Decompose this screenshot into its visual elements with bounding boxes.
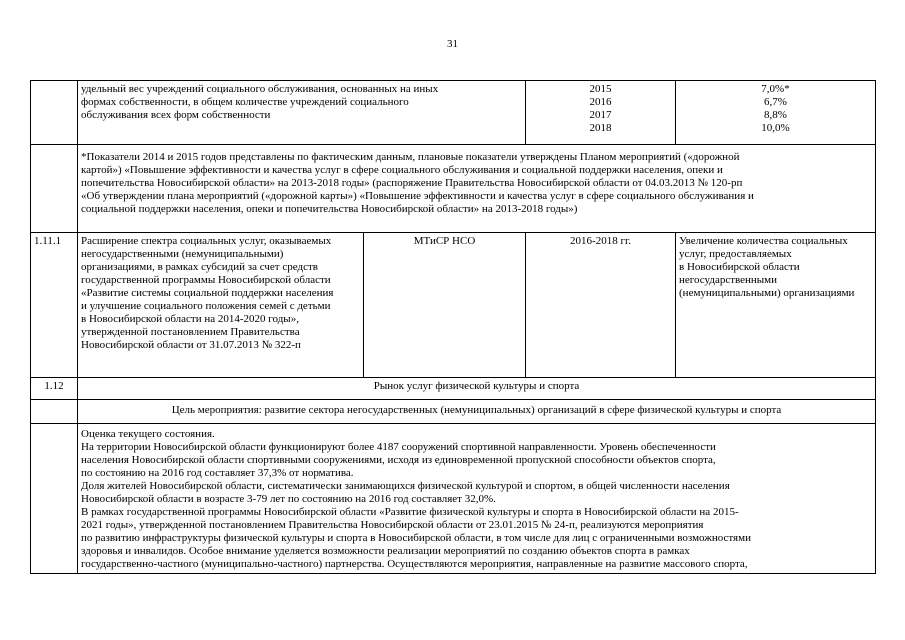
assessment-line: В рамках государственной программы Новосибирской области «Развитие физической культуры и спорта в Новосибирской области на 2015- <box>81 506 739 518</box>
result-line: Увеличение количества социальных <box>679 235 848 247</box>
share-indicator-text <box>78 81 526 145</box>
assessment-line: 2021 годы», утвержденной постановлением Правительства Новосибирской области от 23.01.2015 № 24-п, реализуются мероприятия <box>81 519 704 531</box>
value: 7,0%* <box>761 83 790 95</box>
table-row-assessment <box>31 424 876 574</box>
value: 6,7% <box>764 96 787 108</box>
year: 2015 <box>589 83 612 95</box>
text-line: обслуживания всех форм собственности <box>81 109 271 121</box>
text-line: формах собственности, в общем количестве учреждений социального <box>81 96 409 108</box>
assessment-line: На территории Новосибирской области функционируют более 4187 сооружений спортивной направленности. Уровень обеспеченности <box>81 441 716 453</box>
assessment-line: по развитию инфраструктуры физической культуры и спорта в Новосибирской области, в том числе для лиц с ограниченными возможностями <box>81 532 751 544</box>
year: 2016 <box>589 96 612 108</box>
text-line: удельный вес учреждений социального обслуживания, основанных на иных <box>81 83 439 95</box>
footnote-cell <box>78 145 876 233</box>
page-number: 31 <box>447 38 458 50</box>
footnote-line: социальной поддержки населения, опеки и попечительства Новосибирской области» на 2013-2018 годы») <box>81 203 578 215</box>
table-row-1-11-1 <box>31 233 876 378</box>
assessment-line: по состоянию на 2016 год составляет 37,3% от норматива. <box>81 467 354 479</box>
description-line: государственной программы Новосибирской области <box>81 274 331 286</box>
description-line: Расширение спектра социальных услуг, оказываемых <box>81 235 332 247</box>
assessment-line: Новосибирской области в возрасте 3-79 лет по состоянию на 2016 год составляет 32,0%. <box>81 493 496 505</box>
description-line: организациями, в рамках субсидий за счет средств <box>81 261 318 273</box>
assessment-cell <box>78 424 876 574</box>
year: 2017 <box>589 109 612 121</box>
result-line: негосударственными <box>679 274 778 286</box>
table-row-1-12 <box>31 378 876 400</box>
result-line: (немуниципальными) организациями <box>679 287 855 299</box>
values-cell <box>676 81 876 145</box>
assessment-line: населения Новосибирской области спортивными сооружениями, исходя из единовременной пропускной способности объектов спорта, <box>81 454 716 466</box>
value: 10,0% <box>761 122 790 134</box>
value: 8,8% <box>764 109 787 121</box>
section-title: Рынок услуг физической культуры и спорта <box>78 378 876 400</box>
row-number-empty <box>31 424 78 574</box>
description-line: «Развитие системы социальной поддержки населения <box>81 287 334 299</box>
footnote-line: *Показатели 2014 и 2015 годов представлены по фактическим данным, плановые показатели утверждены Планом мероприятий («дорожной <box>81 151 740 163</box>
footnote-line: попечительства Новосибирской области» на 2013-2018 годы» (распоряжение Правительства Новосибирской области от 04.03.2013 № 120-рп <box>81 177 743 189</box>
description-line: негосударственными (немуниципальными) <box>81 248 284 260</box>
footnote-line: картой») «Повышение эффективности и качества услуг в сфере социального обслуживания и социальной поддержки населения, опеки и <box>81 164 723 176</box>
measure-description <box>78 233 364 378</box>
period-cell: 2016-2018 гг. <box>526 233 676 378</box>
table-row-footnote <box>31 145 876 233</box>
years-cell <box>526 81 676 145</box>
document-table <box>30 80 876 574</box>
executor-cell: МТиСР НСО <box>364 233 526 378</box>
result-line: услуг, предоставляемых <box>679 248 792 260</box>
result-line: в Новосибирской области <box>679 261 800 273</box>
assessment-line: Доля жителей Новосибирской области, систематически занимающихся физической культурой и спортом, в общей численности населения <box>81 480 730 492</box>
goal-cell: Цель мероприятия: развитие сектора негосударственных (немуниципальных) организаций в сфере физической культуры и спорта <box>78 400 876 424</box>
row-number-empty <box>31 81 78 145</box>
description-line: и улучшение социального положения семей с детьми <box>81 300 331 312</box>
footnote-line: «Об утверждении плана мероприятий («дорожной карты») «Повышение эффективности и качества услуг в сфере социального обслуживания и <box>81 190 754 202</box>
assessment-line: здоровья и инвалидов. Особое внимание уделяется возможности реализации мероприятий по созданию объектов спорта в рамках <box>81 545 690 557</box>
row-number-empty <box>31 400 78 424</box>
row-number: 1.11.1 <box>31 233 78 378</box>
assessment-line: Оценка текущего состояния. <box>81 428 215 440</box>
result-cell <box>676 233 876 378</box>
row-number-empty <box>31 145 78 233</box>
assessment-line: государственно-частного (муниципально-частного) партнерства. Осуществляются мероприятия, направленные на развитие массового спорта, <box>81 558 748 570</box>
description-line: в Новосибирской области на 2014-2020 годы», <box>81 313 299 325</box>
table-row-goal <box>31 400 876 424</box>
description-line: Новосибирской области от 31.07.2013 № 322-п <box>81 339 301 351</box>
description-line: утвержденной постановлением Правительства <box>81 326 300 338</box>
row-number: 1.12 <box>31 378 78 400</box>
year: 2018 <box>589 122 612 134</box>
table-row-share <box>31 81 876 145</box>
